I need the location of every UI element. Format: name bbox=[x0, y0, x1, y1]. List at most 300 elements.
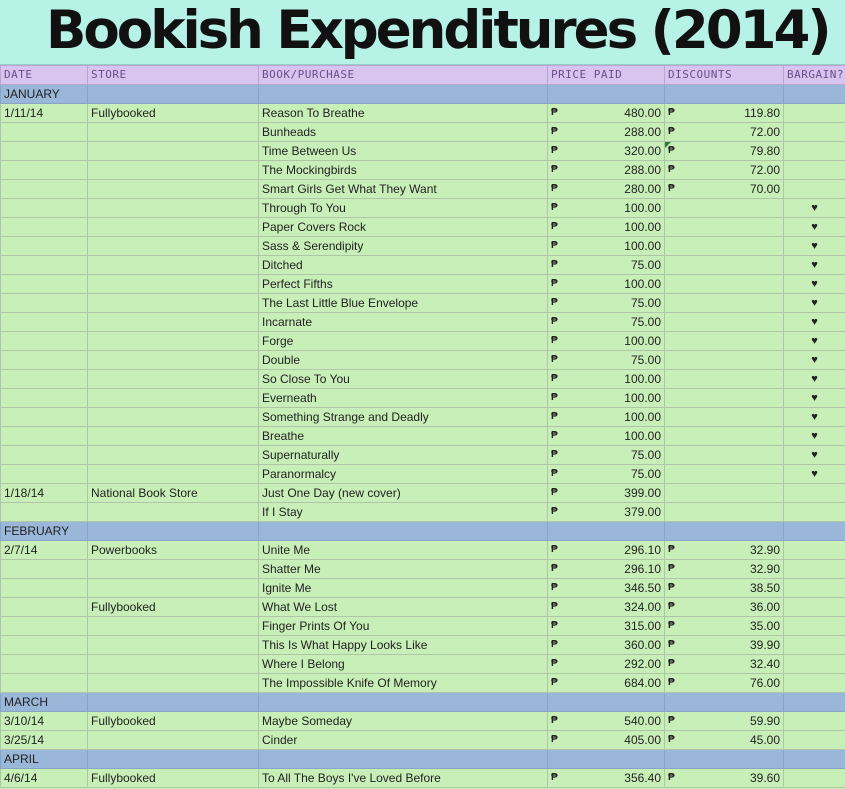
price-cell[interactable] bbox=[548, 617, 665, 636]
book-cell[interactable]: Breathe bbox=[259, 427, 548, 446]
discount-cell[interactable] bbox=[665, 161, 784, 180]
amount: 100.00 bbox=[624, 410, 661, 424]
price-cell[interactable] bbox=[548, 237, 665, 256]
price-cell[interactable] bbox=[548, 218, 665, 237]
amount: 346.50 bbox=[624, 581, 661, 595]
amount: 75.00 bbox=[630, 467, 661, 481]
date-cell[interactable] bbox=[1, 370, 88, 389]
date-cell[interactable] bbox=[1, 636, 88, 655]
store-cell[interactable] bbox=[88, 237, 259, 256]
date-cell[interactable] bbox=[1, 503, 88, 522]
peso-sign: ₱ bbox=[551, 582, 558, 593]
discount-cell[interactable] bbox=[665, 389, 784, 408]
discount-cell[interactable] bbox=[665, 237, 784, 256]
peso-sign: ₱ bbox=[551, 715, 558, 726]
month-label[interactable]: JANUARY bbox=[1, 85, 88, 104]
discount-cell[interactable] bbox=[665, 560, 784, 579]
table-row bbox=[1, 294, 845, 313]
bargain-cell[interactable]: ♥ bbox=[784, 370, 845, 389]
discount-cell[interactable] bbox=[665, 674, 784, 693]
column-header-book[interactable]: BOOK/PURCHASE bbox=[259, 66, 548, 85]
price-cell[interactable] bbox=[548, 199, 665, 218]
book-cell[interactable]: Just One Day (new cover) bbox=[259, 484, 548, 503]
amount: 288.00 bbox=[624, 125, 661, 139]
date-cell[interactable]: 3/25/14 bbox=[1, 731, 88, 750]
bargain-cell[interactable]: ♥ bbox=[784, 446, 845, 465]
bargain-cell[interactable]: ♥ bbox=[784, 332, 845, 351]
store-cell[interactable]: Fullybooked bbox=[88, 769, 259, 788]
table-row bbox=[1, 408, 845, 427]
date-cell[interactable] bbox=[1, 465, 88, 484]
bargain-cell[interactable]: ♥ bbox=[784, 199, 845, 218]
store-cell[interactable] bbox=[88, 503, 259, 522]
date-cell[interactable] bbox=[1, 142, 88, 161]
discount-cell[interactable] bbox=[665, 712, 784, 731]
book-cell[interactable]: Everneath bbox=[259, 389, 548, 408]
column-header-bargain[interactable]: BARGAIN? bbox=[784, 66, 845, 85]
bargain-cell[interactable] bbox=[784, 123, 845, 142]
bargain-cell[interactable] bbox=[784, 142, 845, 161]
discount-cell[interactable] bbox=[665, 180, 784, 199]
amount: 32.40 bbox=[749, 657, 780, 671]
cell[interactable] bbox=[784, 85, 845, 104]
cell[interactable] bbox=[259, 750, 548, 769]
book-cell[interactable]: Finger Prints Of You bbox=[259, 617, 548, 636]
book-cell[interactable]: The Last Little Blue Envelope bbox=[259, 294, 548, 313]
cell[interactable] bbox=[259, 693, 548, 712]
date-cell[interactable] bbox=[1, 294, 88, 313]
book-cell[interactable]: Smart Girls Get What They Want bbox=[259, 180, 548, 199]
store-cell[interactable] bbox=[88, 446, 259, 465]
book-cell[interactable]: Paper Covers Rock bbox=[259, 218, 548, 237]
cell[interactable] bbox=[784, 522, 845, 541]
store-cell[interactable]: Fullybooked bbox=[88, 104, 259, 123]
discount-cell[interactable] bbox=[665, 313, 784, 332]
book-cell[interactable]: Unite Me bbox=[259, 541, 548, 560]
price-cell[interactable] bbox=[548, 636, 665, 655]
price-cell[interactable] bbox=[548, 712, 665, 731]
month-label[interactable]: FEBRUARY bbox=[1, 522, 88, 541]
amount: 32.90 bbox=[749, 562, 780, 576]
discount-cell[interactable] bbox=[665, 636, 784, 655]
store-cell[interactable]: National Book Store bbox=[88, 484, 259, 503]
book-cell[interactable]: Perfect Fifths bbox=[259, 275, 548, 294]
bargain-cell[interactable] bbox=[784, 769, 845, 788]
book-cell[interactable]: So Close To You bbox=[259, 370, 548, 389]
price-cell[interactable] bbox=[548, 256, 665, 275]
cell[interactable] bbox=[548, 693, 665, 712]
store-cell[interactable] bbox=[88, 313, 259, 332]
book-cell[interactable]: Ignite Me bbox=[259, 579, 548, 598]
date-cell[interactable]: 1/18/14 bbox=[1, 484, 88, 503]
store-cell[interactable] bbox=[88, 579, 259, 598]
cell[interactable] bbox=[88, 85, 259, 104]
book-cell[interactable]: Sass & Serendipity bbox=[259, 237, 548, 256]
store-cell[interactable] bbox=[88, 294, 259, 313]
price-cell[interactable] bbox=[548, 484, 665, 503]
bargain-cell[interactable]: ♥ bbox=[784, 237, 845, 256]
table-row bbox=[1, 636, 845, 655]
book-cell[interactable]: Cinder bbox=[259, 731, 548, 750]
peso-sign: ₱ bbox=[551, 506, 558, 517]
bargain-cell[interactable] bbox=[784, 560, 845, 579]
peso-sign: ₱ bbox=[551, 639, 558, 650]
amount: 32.90 bbox=[749, 543, 780, 557]
header-row bbox=[1, 66, 845, 85]
date-cell[interactable] bbox=[1, 617, 88, 636]
price-cell[interactable] bbox=[548, 408, 665, 427]
bargain-cell[interactable]: ♥ bbox=[784, 256, 845, 275]
store-cell[interactable] bbox=[88, 617, 259, 636]
book-cell[interactable]: Something Strange and Deadly bbox=[259, 408, 548, 427]
table-row bbox=[1, 655, 845, 674]
bargain-cell[interactable]: ♥ bbox=[784, 389, 845, 408]
price-cell[interactable] bbox=[548, 731, 665, 750]
store-cell[interactable] bbox=[88, 275, 259, 294]
bargain-cell[interactable]: ♥ bbox=[784, 294, 845, 313]
store-cell[interactable] bbox=[88, 161, 259, 180]
discount-cell[interactable] bbox=[665, 294, 784, 313]
bargain-cell[interactable] bbox=[784, 503, 845, 522]
discount-cell[interactable] bbox=[665, 503, 784, 522]
discount-cell[interactable] bbox=[665, 408, 784, 427]
column-header-date[interactable]: DATE bbox=[1, 66, 88, 85]
date-cell[interactable] bbox=[1, 427, 88, 446]
amount: 405.00 bbox=[624, 733, 661, 747]
date-cell[interactable] bbox=[1, 446, 88, 465]
bargain-cell[interactable] bbox=[784, 579, 845, 598]
table-row bbox=[1, 769, 845, 788]
table-row bbox=[1, 731, 845, 750]
date-cell[interactable] bbox=[1, 560, 88, 579]
discount-cell[interactable] bbox=[665, 199, 784, 218]
cell[interactable] bbox=[88, 750, 259, 769]
amount: 39.60 bbox=[749, 771, 780, 785]
store-cell[interactable] bbox=[88, 142, 259, 161]
store-cell[interactable] bbox=[88, 674, 259, 693]
cell[interactable] bbox=[784, 750, 845, 769]
peso-sign: ₱ bbox=[668, 563, 675, 574]
cell[interactable] bbox=[665, 85, 784, 104]
book-cell[interactable]: If I Stay bbox=[259, 503, 548, 522]
bargain-cell[interactable] bbox=[784, 180, 845, 199]
store-cell[interactable] bbox=[88, 256, 259, 275]
cell[interactable] bbox=[665, 522, 784, 541]
month-label[interactable]: MARCH bbox=[1, 693, 88, 712]
date-cell[interactable]: 3/10/14 bbox=[1, 712, 88, 731]
book-cell[interactable]: The Impossible Knife Of Memory bbox=[259, 674, 548, 693]
bargain-cell[interactable] bbox=[784, 712, 845, 731]
peso-sign: ₱ bbox=[551, 259, 558, 270]
price-cell[interactable] bbox=[548, 332, 665, 351]
discount-cell[interactable] bbox=[665, 598, 784, 617]
store-cell[interactable] bbox=[88, 636, 259, 655]
cell[interactable] bbox=[665, 693, 784, 712]
date-cell[interactable] bbox=[1, 389, 88, 408]
discount-cell[interactable] bbox=[665, 731, 784, 750]
book-cell[interactable]: Where I Belong bbox=[259, 655, 548, 674]
peso-sign: ₱ bbox=[668, 145, 675, 156]
cell[interactable] bbox=[88, 522, 259, 541]
discount-cell[interactable] bbox=[665, 617, 784, 636]
store-cell[interactable] bbox=[88, 465, 259, 484]
table-row bbox=[1, 560, 845, 579]
store-cell[interactable] bbox=[88, 123, 259, 142]
amount: 315.00 bbox=[624, 619, 661, 633]
bargain-cell[interactable] bbox=[784, 541, 845, 560]
date-cell[interactable] bbox=[1, 579, 88, 598]
price-cell[interactable] bbox=[548, 104, 665, 123]
peso-sign: ₱ bbox=[551, 335, 558, 346]
table-row bbox=[1, 465, 845, 484]
discount-cell[interactable] bbox=[665, 769, 784, 788]
book-cell[interactable]: Bunheads bbox=[259, 123, 548, 142]
discount-cell[interactable] bbox=[665, 218, 784, 237]
discount-cell[interactable] bbox=[665, 370, 784, 389]
book-cell[interactable]: Supernaturally bbox=[259, 446, 548, 465]
bargain-cell[interactable]: ♥ bbox=[784, 465, 845, 484]
column-header-price[interactable]: PRICE PAID bbox=[548, 66, 665, 85]
price-cell[interactable] bbox=[548, 674, 665, 693]
bargain-cell[interactable] bbox=[784, 484, 845, 503]
peso-sign: ₱ bbox=[551, 240, 558, 251]
table-body bbox=[1, 66, 845, 788]
price-cell[interactable] bbox=[548, 465, 665, 484]
peso-sign: ₱ bbox=[668, 544, 675, 555]
bargain-cell[interactable]: ♥ bbox=[784, 351, 845, 370]
price-cell[interactable] bbox=[548, 560, 665, 579]
date-cell[interactable] bbox=[1, 408, 88, 427]
price-cell[interactable] bbox=[548, 275, 665, 294]
amount: 79.80 bbox=[749, 144, 780, 158]
price-cell[interactable] bbox=[548, 370, 665, 389]
peso-sign: ₱ bbox=[668, 107, 675, 118]
month-row bbox=[1, 522, 845, 541]
amount: 100.00 bbox=[624, 239, 661, 253]
date-cell[interactable] bbox=[1, 351, 88, 370]
table-row bbox=[1, 617, 845, 636]
column-header-store[interactable]: STORE bbox=[88, 66, 259, 85]
table-row bbox=[1, 256, 845, 275]
store-cell[interactable] bbox=[88, 180, 259, 199]
table-row bbox=[1, 237, 845, 256]
price-cell[interactable] bbox=[548, 427, 665, 446]
store-cell[interactable] bbox=[88, 731, 259, 750]
price-cell[interactable] bbox=[548, 313, 665, 332]
book-cell[interactable]: Incarnate bbox=[259, 313, 548, 332]
cell[interactable] bbox=[665, 750, 784, 769]
date-cell[interactable] bbox=[1, 161, 88, 180]
store-cell[interactable]: Fullybooked bbox=[88, 712, 259, 731]
date-cell[interactable] bbox=[1, 313, 88, 332]
peso-sign: ₱ bbox=[551, 430, 558, 441]
store-cell[interactable] bbox=[88, 218, 259, 237]
bargain-cell[interactable]: ♥ bbox=[784, 218, 845, 237]
bargain-cell[interactable] bbox=[784, 104, 845, 123]
date-cell[interactable] bbox=[1, 332, 88, 351]
book-cell[interactable]: Maybe Someday bbox=[259, 712, 548, 731]
cell[interactable] bbox=[259, 85, 548, 104]
peso-sign: ₱ bbox=[551, 164, 558, 175]
cell[interactable] bbox=[784, 693, 845, 712]
amount: 100.00 bbox=[624, 372, 661, 386]
peso-sign: ₱ bbox=[551, 221, 558, 232]
amount: 70.00 bbox=[749, 182, 780, 196]
date-cell[interactable] bbox=[1, 655, 88, 674]
price-cell[interactable] bbox=[548, 123, 665, 142]
bargain-cell[interactable]: ♥ bbox=[784, 408, 845, 427]
date-cell[interactable] bbox=[1, 123, 88, 142]
date-cell[interactable]: 1/11/14 bbox=[1, 104, 88, 123]
bargain-cell[interactable] bbox=[784, 655, 845, 674]
price-cell[interactable] bbox=[548, 503, 665, 522]
book-cell[interactable]: Ditched bbox=[259, 256, 548, 275]
book-cell[interactable]: Double bbox=[259, 351, 548, 370]
table-row bbox=[1, 484, 845, 503]
expenditures-table bbox=[0, 65, 845, 788]
price-cell[interactable] bbox=[548, 579, 665, 598]
peso-sign: ₱ bbox=[551, 316, 558, 327]
date-cell[interactable] bbox=[1, 256, 88, 275]
discount-cell[interactable] bbox=[665, 123, 784, 142]
discount-cell[interactable] bbox=[665, 427, 784, 446]
store-cell[interactable] bbox=[88, 351, 259, 370]
discount-cell[interactable] bbox=[665, 484, 784, 503]
book-cell[interactable]: Shatter Me bbox=[259, 560, 548, 579]
store-cell[interactable]: Powerbooks bbox=[88, 541, 259, 560]
peso-sign: ₱ bbox=[551, 126, 558, 137]
amount: 75.00 bbox=[630, 448, 661, 462]
bargain-cell[interactable] bbox=[784, 674, 845, 693]
table-row bbox=[1, 199, 845, 218]
store-cell[interactable] bbox=[88, 332, 259, 351]
price-cell[interactable] bbox=[548, 389, 665, 408]
peso-sign: ₱ bbox=[551, 544, 558, 555]
discount-cell[interactable] bbox=[665, 579, 784, 598]
bargain-cell[interactable]: ♥ bbox=[784, 427, 845, 446]
amount: 75.00 bbox=[630, 315, 661, 329]
store-cell[interactable] bbox=[88, 199, 259, 218]
discount-cell[interactable] bbox=[665, 332, 784, 351]
peso-sign: ₱ bbox=[668, 715, 675, 726]
price-cell[interactable] bbox=[548, 446, 665, 465]
amount: 480.00 bbox=[624, 106, 661, 120]
store-cell[interactable] bbox=[88, 560, 259, 579]
date-cell[interactable] bbox=[1, 674, 88, 693]
table-row bbox=[1, 541, 845, 560]
discount-cell[interactable] bbox=[665, 142, 784, 161]
discount-cell[interactable] bbox=[665, 256, 784, 275]
date-cell[interactable]: 2/7/14 bbox=[1, 541, 88, 560]
bargain-cell[interactable]: ♥ bbox=[784, 313, 845, 332]
book-cell[interactable]: What We Lost bbox=[259, 598, 548, 617]
peso-sign: ₱ bbox=[668, 639, 675, 650]
book-cell[interactable]: This Is What Happy Looks Like bbox=[259, 636, 548, 655]
store-cell[interactable] bbox=[88, 655, 259, 674]
amount: 75.00 bbox=[630, 353, 661, 367]
cell[interactable] bbox=[548, 750, 665, 769]
book-cell[interactable]: To All The Boys I've Loved Before bbox=[259, 769, 548, 788]
cell[interactable] bbox=[259, 522, 548, 541]
discount-cell[interactable] bbox=[665, 541, 784, 560]
price-cell[interactable] bbox=[548, 142, 665, 161]
date-cell[interactable] bbox=[1, 199, 88, 218]
peso-sign: ₱ bbox=[551, 601, 558, 612]
amount: 119.80 bbox=[744, 106, 780, 120]
bargain-cell[interactable]: ♥ bbox=[784, 275, 845, 294]
price-cell[interactable] bbox=[548, 655, 665, 674]
store-cell[interactable]: Fullybooked bbox=[88, 598, 259, 617]
discount-cell[interactable] bbox=[665, 655, 784, 674]
date-cell[interactable] bbox=[1, 218, 88, 237]
column-header-discounts[interactable]: DISCOUNTS bbox=[665, 66, 784, 85]
month-label[interactable]: APRIL bbox=[1, 750, 88, 769]
bargain-cell[interactable] bbox=[784, 636, 845, 655]
date-cell[interactable] bbox=[1, 598, 88, 617]
date-cell[interactable] bbox=[1, 237, 88, 256]
bargain-cell[interactable] bbox=[784, 617, 845, 636]
cell[interactable] bbox=[548, 85, 665, 104]
peso-sign: ₱ bbox=[551, 278, 558, 289]
bargain-cell[interactable] bbox=[784, 598, 845, 617]
amount: 100.00 bbox=[624, 201, 661, 215]
store-cell[interactable] bbox=[88, 427, 259, 446]
bargain-cell[interactable] bbox=[784, 731, 845, 750]
peso-sign: ₱ bbox=[668, 658, 675, 669]
price-cell[interactable] bbox=[548, 541, 665, 560]
cell[interactable] bbox=[548, 522, 665, 541]
amount: 35.00 bbox=[749, 619, 780, 633]
date-cell[interactable] bbox=[1, 275, 88, 294]
store-cell[interactable] bbox=[88, 408, 259, 427]
table-row bbox=[1, 598, 845, 617]
cell[interactable] bbox=[88, 693, 259, 712]
price-cell[interactable] bbox=[548, 769, 665, 788]
amount: 292.00 bbox=[624, 657, 661, 671]
peso-sign: ₱ bbox=[668, 677, 675, 688]
bargain-cell[interactable] bbox=[784, 161, 845, 180]
book-cell[interactable]: Paranormalcy bbox=[259, 465, 548, 484]
date-cell[interactable] bbox=[1, 180, 88, 199]
peso-sign: ₱ bbox=[551, 772, 558, 783]
peso-sign: ₱ bbox=[668, 734, 675, 745]
book-cell[interactable]: Forge bbox=[259, 332, 548, 351]
price-cell[interactable] bbox=[548, 180, 665, 199]
store-cell[interactable] bbox=[88, 389, 259, 408]
price-cell[interactable] bbox=[548, 161, 665, 180]
price-cell[interactable] bbox=[548, 598, 665, 617]
peso-sign: ₱ bbox=[551, 297, 558, 308]
peso-sign: ₱ bbox=[551, 734, 558, 745]
discount-cell[interactable] bbox=[665, 446, 784, 465]
book-cell[interactable]: Reason To Breathe bbox=[259, 104, 548, 123]
price-cell[interactable] bbox=[548, 351, 665, 370]
book-cell[interactable]: Through To You bbox=[259, 199, 548, 218]
discount-cell[interactable] bbox=[665, 351, 784, 370]
price-cell[interactable] bbox=[548, 294, 665, 313]
store-cell[interactable] bbox=[88, 370, 259, 389]
discount-cell[interactable] bbox=[665, 465, 784, 484]
discount-cell[interactable] bbox=[665, 104, 784, 123]
book-cell[interactable]: The Mockingbirds bbox=[259, 161, 548, 180]
amount: 540.00 bbox=[624, 714, 661, 728]
discount-cell[interactable] bbox=[665, 275, 784, 294]
peso-sign: ₱ bbox=[551, 563, 558, 574]
table-row bbox=[1, 161, 845, 180]
amount: 75.00 bbox=[630, 296, 661, 310]
date-cell[interactable]: 4/6/14 bbox=[1, 769, 88, 788]
book-cell[interactable]: Time Between Us bbox=[259, 142, 548, 161]
